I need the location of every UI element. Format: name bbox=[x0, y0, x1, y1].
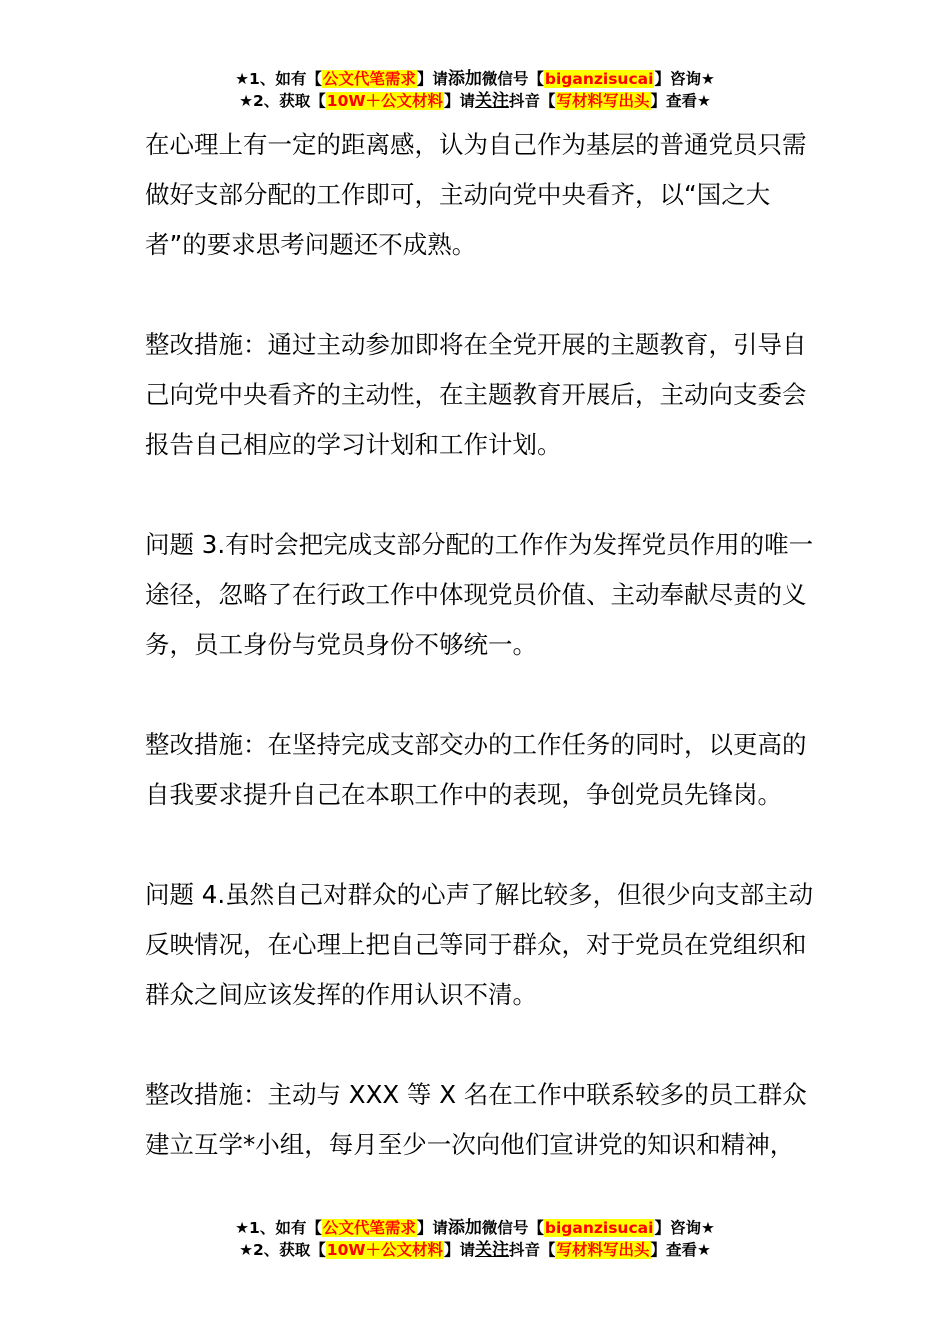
paragraph: 问题 4.虽然自己对群众的心声了解比较多，但很少向支部主动反映情况，在心理上把自己等同于群众，对于党员在党组织和群众之间应该发挥的作用认识不清。 bbox=[145, 880, 814, 1009]
star-icon: ★ bbox=[239, 1241, 253, 1259]
star-icon: ★ bbox=[700, 1219, 715, 1237]
highlight-wechat-id: biganzisucai bbox=[544, 70, 654, 88]
highlight-douyin: 写材料写出头 bbox=[556, 92, 650, 110]
paragraph: 整改措施：主动与 XXX 等 X 名在工作中联系较多的员工群众建立互学*小组，每月至少一次向他们宣讲党的知识和精神， bbox=[145, 1080, 807, 1159]
star-icon: ★ bbox=[700, 70, 715, 88]
highlight-service: 公文代笔需求 bbox=[322, 70, 416, 88]
highlight-service: 公文代笔需求 bbox=[322, 1219, 416, 1237]
highlight-douyin: 写材料写出头 bbox=[556, 1241, 650, 1259]
banner-line-2: ★2、获取【10W＋公文材料】请关注抖音【写材料写出头】查看★ bbox=[239, 91, 711, 111]
star-icon: ★ bbox=[697, 92, 711, 110]
star-icon: ★ bbox=[239, 92, 253, 110]
banner-line-1: ★1、如有【公文代笔需求】请添加微信号【biganzisucai】咨询★ bbox=[235, 1218, 715, 1238]
paragraph: 在心理上有一定的距离感，认为自己作为基层的普通党员只需做好支部分配的工作即可，主动向党中央看齐，以“国之大者”的要求思考问题还不成熟。 bbox=[145, 130, 807, 259]
paragraph: 整改措施：在坚持完成支部交办的工作任务的同时，以更高的自我要求提升自己在本职工作中的表现，争创党员先锋岗。 bbox=[145, 730, 807, 809]
star-icon: ★ bbox=[235, 1219, 250, 1237]
footer-banner bbox=[0, 1217, 950, 1261]
document-body bbox=[145, 120, 825, 1220]
header-banner bbox=[0, 68, 950, 112]
banner-line-2: ★2、获取【10W＋公文材料】请关注抖音【写材料写出头】查看★ bbox=[239, 1240, 711, 1260]
banner-line-1: ★1、如有【公文代笔需求】请添加微信号【biganzisucai】咨询★ bbox=[235, 69, 715, 89]
highlight-materials: 10W＋公文材料 bbox=[326, 92, 443, 110]
highlight-materials: 10W＋公文材料 bbox=[326, 1241, 443, 1259]
paragraph: 整改措施：通过主动参加即将在全党开展的主题教育，引导自己向党中央看齐的主动性，在主题教育开展后，主动向支委会报告自己相应的学习计划和工作计划。 bbox=[145, 330, 807, 459]
star-icon: ★ bbox=[235, 70, 250, 88]
highlight-wechat-id: biganzisucai bbox=[544, 1219, 654, 1237]
star-icon: ★ bbox=[697, 1241, 711, 1259]
paragraph: 问题 3.有时会把完成支部分配的工作作为发挥党员作用的唯一途径，忽略了在行政工作中体现党员价值、主动奉献尽责的义务，员工身份与党员身份不够统一。 bbox=[145, 530, 814, 659]
